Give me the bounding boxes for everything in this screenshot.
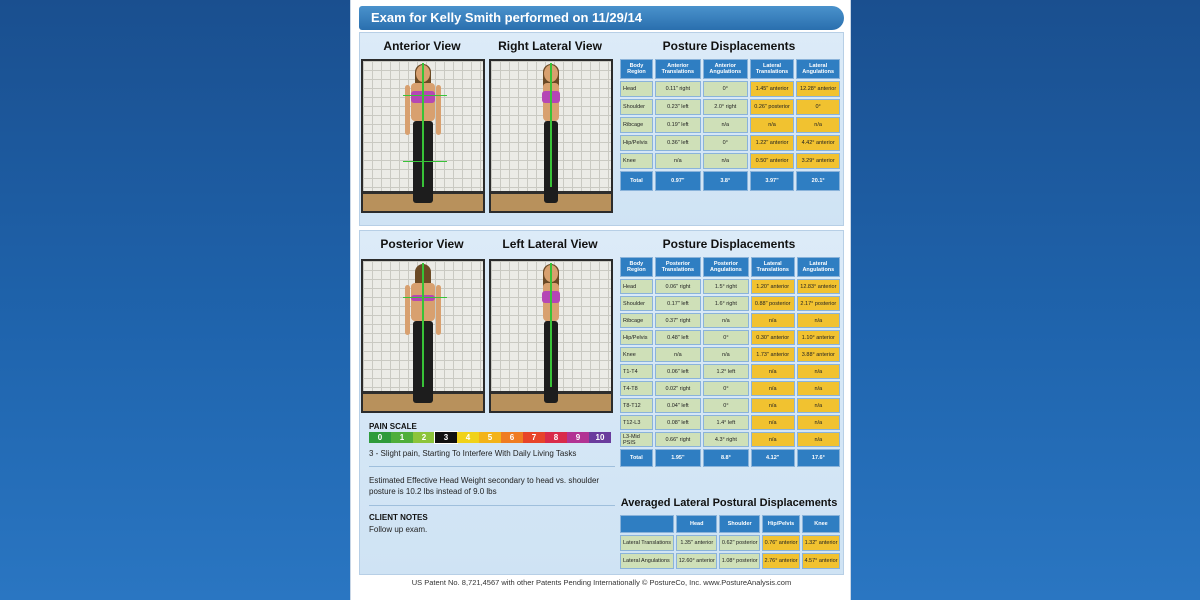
pain-level-6[interactable]: 6 [501, 432, 523, 443]
col-header: Body Region [620, 59, 653, 79]
value-cell: n/a [751, 415, 795, 430]
value-cell: 1.20" anterior [751, 279, 795, 294]
row-label: Lateral Angulations [620, 553, 674, 569]
value-cell: 1.22" anterior [750, 135, 794, 151]
region-cell: Ribcage [620, 117, 653, 133]
posture-displacements-title-top: Posture Displacements [662, 39, 796, 53]
pain-level-1[interactable]: 1 [391, 432, 413, 443]
value-cell: n/a [703, 153, 748, 169]
pain-description: 3 - Slight pain, Starting To Interfere With Daily Living Tasks [369, 449, 577, 458]
pain-level-7[interactable]: 7 [523, 432, 545, 443]
region-cell: Shoulder [620, 296, 653, 311]
value-cell: 1.5° right [703, 279, 749, 294]
pain-level-4[interactable]: 4 [457, 432, 479, 443]
value-cell: 0.04" left [655, 398, 701, 413]
col-header: Knee [802, 515, 840, 533]
region-cell: T8-T12 [620, 398, 653, 413]
total-cell: 3.97" [750, 171, 794, 191]
region-cell: Head [620, 279, 653, 294]
col-header: Lateral Translations [750, 59, 794, 79]
value-cell: 0° [703, 330, 749, 345]
pain-scale[interactable] [369, 432, 611, 443]
value-cell: n/a [751, 398, 795, 413]
region-cell: Head [620, 81, 653, 97]
col-header: Lateral Angulations [796, 59, 840, 79]
posture-displacements-title-bottom: Posture Displacements [662, 237, 796, 251]
region-cell: Knee [620, 153, 653, 169]
table-row [620, 364, 840, 379]
divider [369, 466, 615, 467]
value-cell: n/a [751, 432, 795, 447]
value-cell: 1.4° left [703, 415, 749, 430]
value-cell: 0.88" posterior [751, 296, 795, 311]
posterior-view-photo[interactable] [361, 259, 485, 413]
col-header: Lateral Angulations [797, 257, 840, 277]
right-lateral-view-photo[interactable] [489, 59, 613, 213]
exam-panel-anterior [359, 32, 844, 226]
col-header: Anterior Translations [655, 59, 701, 79]
total-cell: 8.8° [703, 449, 749, 467]
total-cell: 3.8° [703, 171, 748, 191]
pain-level-5[interactable]: 5 [479, 432, 501, 443]
total-cell: 20.1° [796, 171, 840, 191]
total-label: Total [620, 449, 653, 467]
posture-report [350, 0, 851, 600]
value-cell: 0.37" right [655, 313, 701, 328]
table-row [620, 135, 840, 151]
value-cell: n/a [703, 313, 749, 328]
pain-level-9[interactable]: 9 [567, 432, 589, 443]
value-cell: 1.32" anterior [802, 535, 840, 551]
value-cell: 0.08" left [655, 415, 701, 430]
table-row [620, 415, 840, 430]
col-header: Lateral Translations [751, 257, 795, 277]
posterior-view-title: Posterior View [380, 237, 464, 251]
anterior-view-photo[interactable] [361, 59, 485, 213]
pain-level-2[interactable]: 2 [413, 432, 435, 443]
value-cell: n/a [797, 415, 840, 430]
col-header: Anterior Angulations [703, 59, 748, 79]
value-cell: 0.23" left [655, 99, 701, 115]
table-row [620, 279, 840, 294]
value-cell: 1.6° right [703, 296, 749, 311]
value-cell: 4.3° right [703, 432, 749, 447]
total-cell: 0.97" [655, 171, 701, 191]
table-row [620, 81, 840, 97]
value-cell: 4.57° anterior [802, 553, 840, 569]
value-cell: 0.76" anterior [762, 535, 800, 551]
value-cell: 0.06" right [655, 279, 701, 294]
col-header: Posterior Translations [655, 257, 701, 277]
table-row [620, 347, 840, 362]
value-cell: 0.62" posterior [719, 535, 760, 551]
value-cell: 1.10° anterior [797, 330, 840, 345]
value-cell: 1.2° left [703, 364, 749, 379]
patent-footer: US Patent No. 8,721,4567 with other Patents Pending Internationally © PostureCo, Inc. www.PostureAnalysis.com [411, 578, 792, 587]
table-row [620, 296, 840, 311]
region-cell: T4-T8 [620, 381, 653, 396]
value-cell: 0.06" left [655, 364, 701, 379]
total-row [620, 449, 840, 467]
averaged-displacements-title: Averaged Lateral Postural Displacements [620, 497, 838, 509]
table-row [620, 398, 840, 413]
value-cell: 12.60° anterior [676, 553, 717, 569]
pain-level-0[interactable]: 0 [369, 432, 391, 443]
value-cell: 0.36" left [655, 135, 701, 151]
value-cell: 0.30" anterior [751, 330, 795, 345]
total-row [620, 171, 840, 191]
col-header: Hip/Pelvis [762, 515, 800, 533]
row-label: Lateral Translations [620, 535, 674, 551]
right-lateral-view-title: Right Lateral View [498, 39, 602, 53]
table-row [620, 117, 840, 133]
left-lateral-view-photo[interactable] [489, 259, 613, 413]
col-header: Shoulder [719, 515, 760, 533]
posture-displacements-table-top [618, 57, 842, 193]
value-cell: 0.50" anterior [750, 153, 794, 169]
value-cell: 0° [796, 99, 840, 115]
value-cell: 0.48" left [655, 330, 701, 345]
value-cell: n/a [797, 432, 840, 447]
pain-scale-title: PAIN SCALE [369, 422, 417, 431]
value-cell: n/a [796, 117, 840, 133]
value-cell: 0.17" left [655, 296, 701, 311]
table-row [620, 330, 840, 345]
value-cell: 1.73" anterior [751, 347, 795, 362]
region-cell: Knee [620, 347, 653, 362]
value-cell: n/a [797, 381, 840, 396]
col-header: Posterior Angulations [703, 257, 749, 277]
averaged-displacements-table [618, 513, 842, 571]
table-row [620, 535, 840, 551]
table-row [620, 313, 840, 328]
value-cell: n/a [797, 313, 840, 328]
value-cell: 1.45" anterior [750, 81, 794, 97]
left-lateral-view-title: Left Lateral View [502, 237, 598, 251]
report-header: Exam for Kelly Smith performed on 11/29/14 [359, 6, 844, 30]
value-cell: n/a [655, 347, 701, 362]
total-cell: 4.12" [751, 449, 795, 467]
region-cell: T1-T4 [620, 364, 653, 379]
region-cell: T12-L3 [620, 415, 653, 430]
client-notes-title: CLIENT NOTES [369, 513, 428, 522]
region-cell: Ribcage [620, 313, 653, 328]
value-cell: n/a [655, 153, 701, 169]
table-row [620, 99, 840, 115]
value-cell: 3.88° anterior [797, 347, 840, 362]
exam-panel-posterior [359, 230, 844, 575]
col-header: Body Region [620, 257, 653, 277]
value-cell: n/a [751, 313, 795, 328]
col-header [620, 515, 674, 533]
value-cell: 3.29° anterior [796, 153, 840, 169]
value-cell: n/a [751, 364, 795, 379]
region-cell: Hip/Pelvis [620, 330, 653, 345]
table-row [620, 153, 840, 169]
region-cell: L3-Mid PSIS [620, 432, 653, 447]
value-cell: 2.76° anterior [762, 553, 800, 569]
table-row [620, 381, 840, 396]
value-cell: 12.83° anterior [797, 279, 840, 294]
value-cell: 1.08° posterior [719, 553, 760, 569]
divider [369, 505, 615, 506]
value-cell: 0.26" posterior [750, 99, 794, 115]
value-cell: 0° [703, 81, 748, 97]
value-cell: n/a [797, 398, 840, 413]
head-weight-note: Estimated Effective Head Weight secondary to head vs. shoulder posture is 10.2 lbs instead of 9.0 lbs [369, 476, 600, 496]
value-cell: 0.66" right [655, 432, 701, 447]
table-row [620, 553, 840, 569]
value-cell: n/a [797, 364, 840, 379]
value-cell: 4.42° anterior [796, 135, 840, 151]
value-cell: 2.17° posterior [797, 296, 840, 311]
region-cell: Shoulder [620, 99, 653, 115]
value-cell: 0° [703, 135, 748, 151]
value-cell: 0° [703, 398, 749, 413]
value-cell: n/a [703, 117, 748, 133]
anterior-view-title: Anterior View [383, 39, 461, 53]
value-cell: 0.11" right [655, 81, 701, 97]
value-cell: 2.0° right [703, 99, 748, 115]
total-label: Total [620, 171, 653, 191]
pain-level-8[interactable]: 8 [545, 432, 567, 443]
value-cell: n/a [750, 117, 794, 133]
value-cell: 1.35" anterior [676, 535, 717, 551]
value-cell: n/a [751, 381, 795, 396]
posture-displacements-table-bottom [618, 255, 842, 469]
value-cell: 0.19" left [655, 117, 701, 133]
value-cell: 12.28° anterior [796, 81, 840, 97]
client-notes-body: Follow up exam. [369, 525, 428, 534]
pain-level-3[interactable]: 3 [435, 432, 457, 443]
total-cell: 1.95" [655, 449, 701, 467]
col-header: Head [676, 515, 717, 533]
value-cell: n/a [703, 347, 749, 362]
value-cell: 0.02" right [655, 381, 701, 396]
region-cell: Hip/Pelvis [620, 135, 653, 151]
total-cell: 17.6° [797, 449, 840, 467]
value-cell: 0° [703, 381, 749, 396]
table-row [620, 432, 840, 447]
pain-level-10[interactable]: 10 [589, 432, 611, 443]
